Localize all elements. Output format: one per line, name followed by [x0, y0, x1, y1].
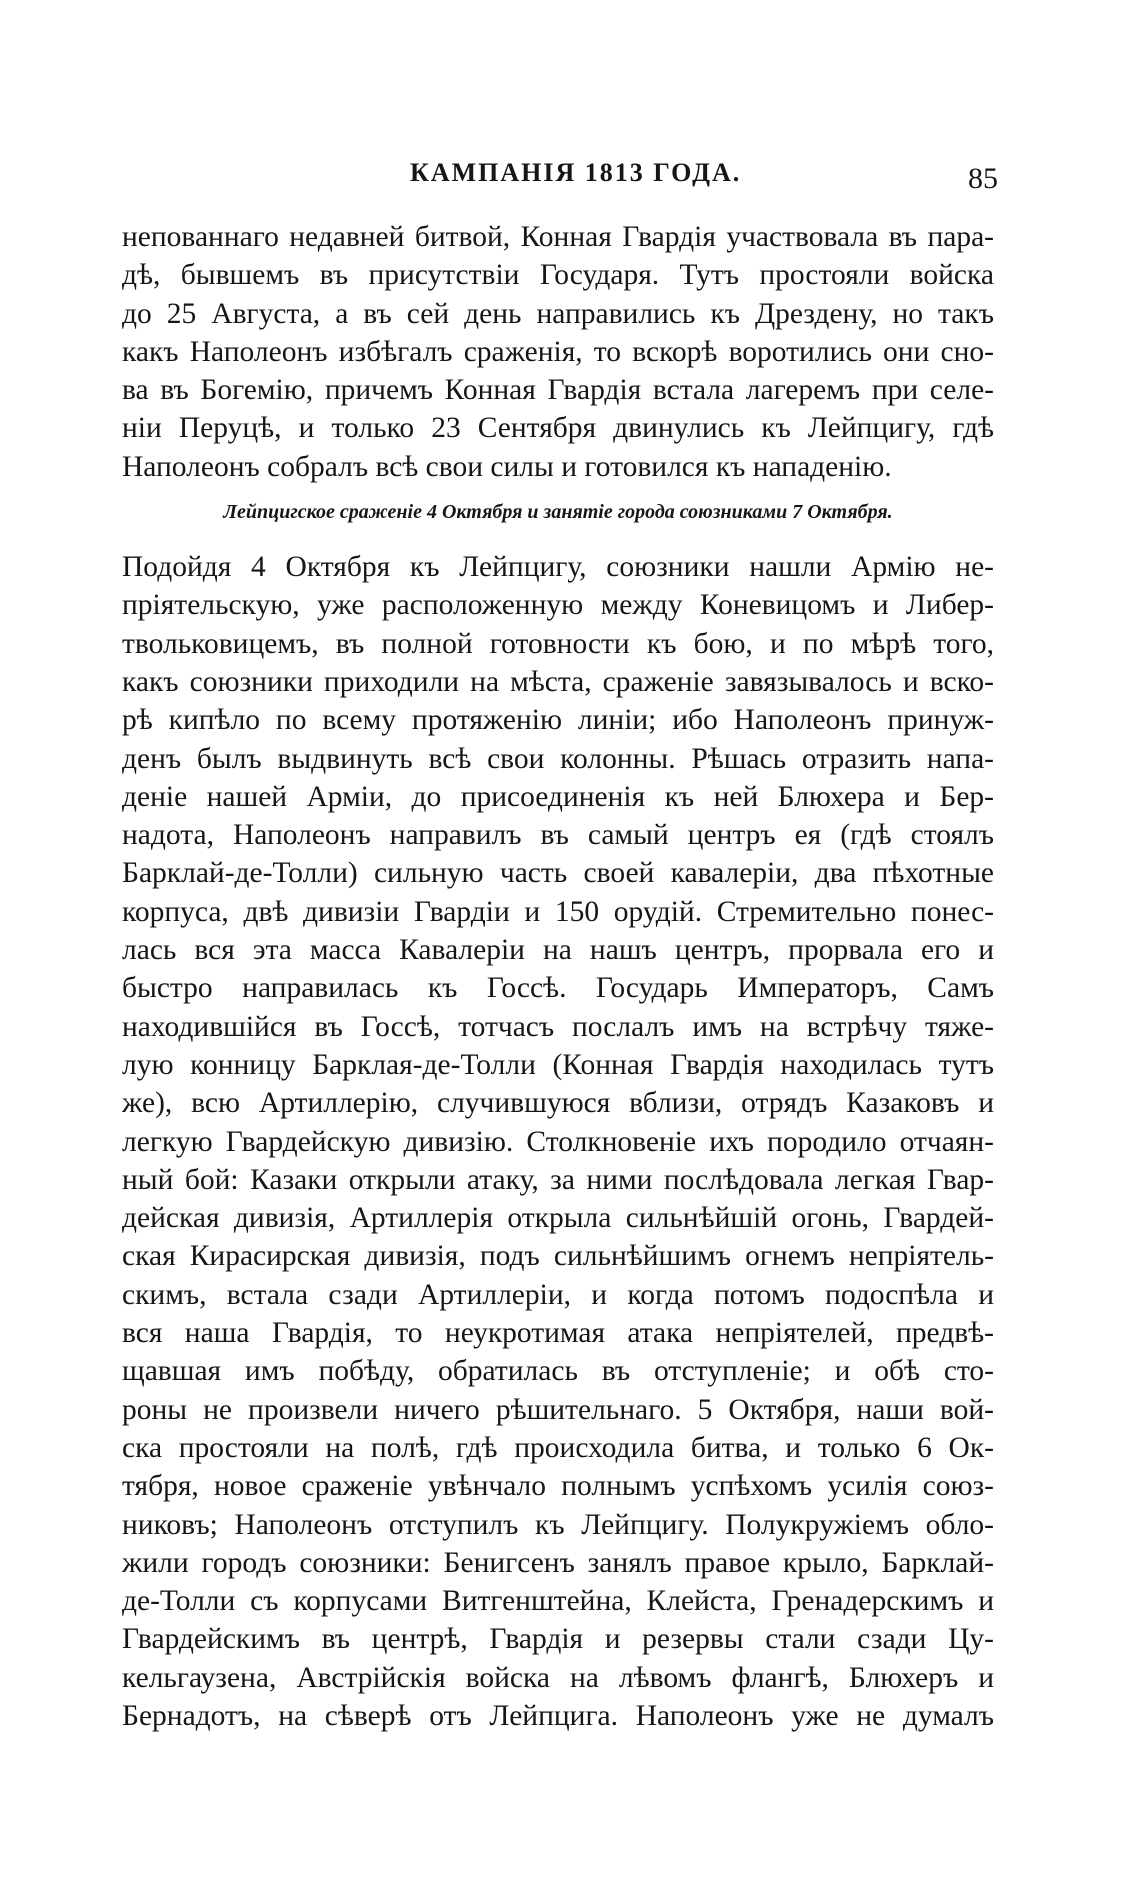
text-line: щавшая имъ побѣду, обратилась въ отступленіе; и обѣ сто-	[122, 1355, 994, 1388]
text-line: тября, новое сраженіе увѣнчало полнымъ успѣхомъ усилія союз-	[122, 1470, 994, 1503]
text-line: непованнаго недавней битвой, Конная Гвардія участвовала въ пара-	[122, 221, 994, 253]
text-line: быстро направилась къ Госсѣ. Государь Императоръ, Самъ	[122, 972, 994, 1005]
text-line: ва въ Богемію, причемъ Конная Гвардія встала лагеремъ при селе-	[122, 374, 994, 407]
text-line: де-Толли съ корпусами Витгенштейна, Клейста, Гренадерскимъ и	[122, 1585, 994, 1618]
text-line: роны не произвели ничего рѣшительнаго. 5 Октября, наши вой-	[122, 1393, 994, 1426]
text-line: денъ былъ выдвинуть всѣ свои колонны. Рѣшась отразить напа-	[122, 742, 994, 775]
text-line: ская Кирасирская дивизія, подъ сильнѣйшимъ огнемъ непріятель-	[122, 1240, 994, 1273]
text-line: какъ Наполеонъ избѣгалъ сраженія, то вскорѣ воротились они сно-	[122, 335, 994, 368]
running-head	[0, 158, 1140, 198]
running-title: КАМПАНІЯ 1813 ГОДА.	[410, 158, 742, 187]
text-line: рѣ кипѣло по всему протяженію линіи; ибо Наполеонъ принуж-	[122, 704, 994, 737]
text-line: какъ союзники приходили на мѣста, сраженіе завязывалось и вско-	[122, 665, 994, 698]
text-line: жили городъ союзники: Бенигсенъ занялъ правое крыло, Барклай-	[122, 1546, 994, 1579]
text-line: находившійся въ Госсѣ, тотчасъ послалъ имъ на встрѣчу тяже-	[122, 1010, 994, 1043]
section-subheading: Лейпцигское сраженіе 4 Октября и занятіе города союзниками 7 Октября.	[223, 501, 893, 524]
text-line: Барклай-де-Толли) сильную часть своей кавалеріи, два пѣхотные	[122, 857, 994, 890]
text-line: Бернадотъ, на сѣверѣ отъ Лейпцига. Наполеонъ уже не думалъ	[122, 1699, 994, 1732]
text-line: деніе нашей Арміи, до присоединенія къ ней Блюхера и Бер-	[122, 780, 994, 813]
text-line: легкую Гвардейскую дивизію. Столкновеніе ихъ породило отчаян-	[122, 1125, 994, 1158]
paragraph-1	[122, 218, 994, 486]
text-line: вся наша Гвардія, то неукротимая атака непріятелей, предвѣ-	[122, 1317, 994, 1350]
text-line: дейская дивизія, Артиллерія открыла сильнѣйшій огонь, Гвардей-	[122, 1202, 994, 1235]
text-line: Подойдя 4 Октября къ Лейпцигу, союзники нашли Армію не-	[122, 551, 994, 584]
page-number: 85	[968, 162, 998, 195]
text-line: кельгаузена, Австрійскія войска на лѣвомъ флангѣ, Блюхеръ и	[122, 1661, 994, 1694]
text-line: надота, Наполеонъ направилъ въ самый центръ ея (гдѣ стоялъ	[122, 819, 994, 852]
text-line: Гвардейскимъ въ центрѣ, Гвардія и резервы стали сзади Цу-	[122, 1623, 994, 1656]
text-line: до 25 Августа, а въ сей день направились къ Дрездену, но такъ	[122, 297, 994, 330]
text-line: лую конницу Барклая-де-Толли (Конная Гвардія находилась тутъ	[122, 1048, 994, 1081]
text-line: пріятельскую, уже расположенную между Коневицомъ и Либер-	[122, 589, 994, 622]
text-line: лась вся эта масса Кавалеріи на нашъ центръ, прорвала его и	[122, 934, 994, 967]
text-line: же), всю Артиллерію, случившуюся вблизи, отрядъ Казаковъ и	[122, 1087, 994, 1120]
text-line: ска простояли на полѣ, гдѣ происходила битва, и только 6 Ок-	[122, 1431, 994, 1464]
text-line: ніи Перуцѣ, и только 23 Сентября двинулись къ Лейпцигу, гдѣ	[122, 412, 994, 445]
text-line: ный бой: Казаки открыли атаку, за ними послѣдовала легкая Гвар-	[122, 1163, 994, 1196]
body-text	[122, 218, 994, 1735]
text-line: никовъ; Наполеонъ отступилъ къ Лейпцигу. Полукружіемъ обло-	[122, 1508, 994, 1541]
text-line: Наполеонъ собралъ всѣ свои силы и готовился къ нападенію.	[122, 450, 892, 483]
text-line: скимъ, встала сзади Артиллеріи, и когда потомъ подоспѣла и	[122, 1278, 994, 1311]
text-line: твольковицемъ, въ полной готовности къ бою, и по мѣрѣ того,	[122, 627, 994, 660]
text-line: дѣ, бывшемъ въ присутствіи Государя. Тутъ простояли войска	[122, 259, 994, 292]
text-line: корпуса, двѣ дивизіи Гвардіи и 150 орудій. Стремительно понес-	[122, 895, 994, 928]
paragraph-2	[122, 548, 994, 1735]
